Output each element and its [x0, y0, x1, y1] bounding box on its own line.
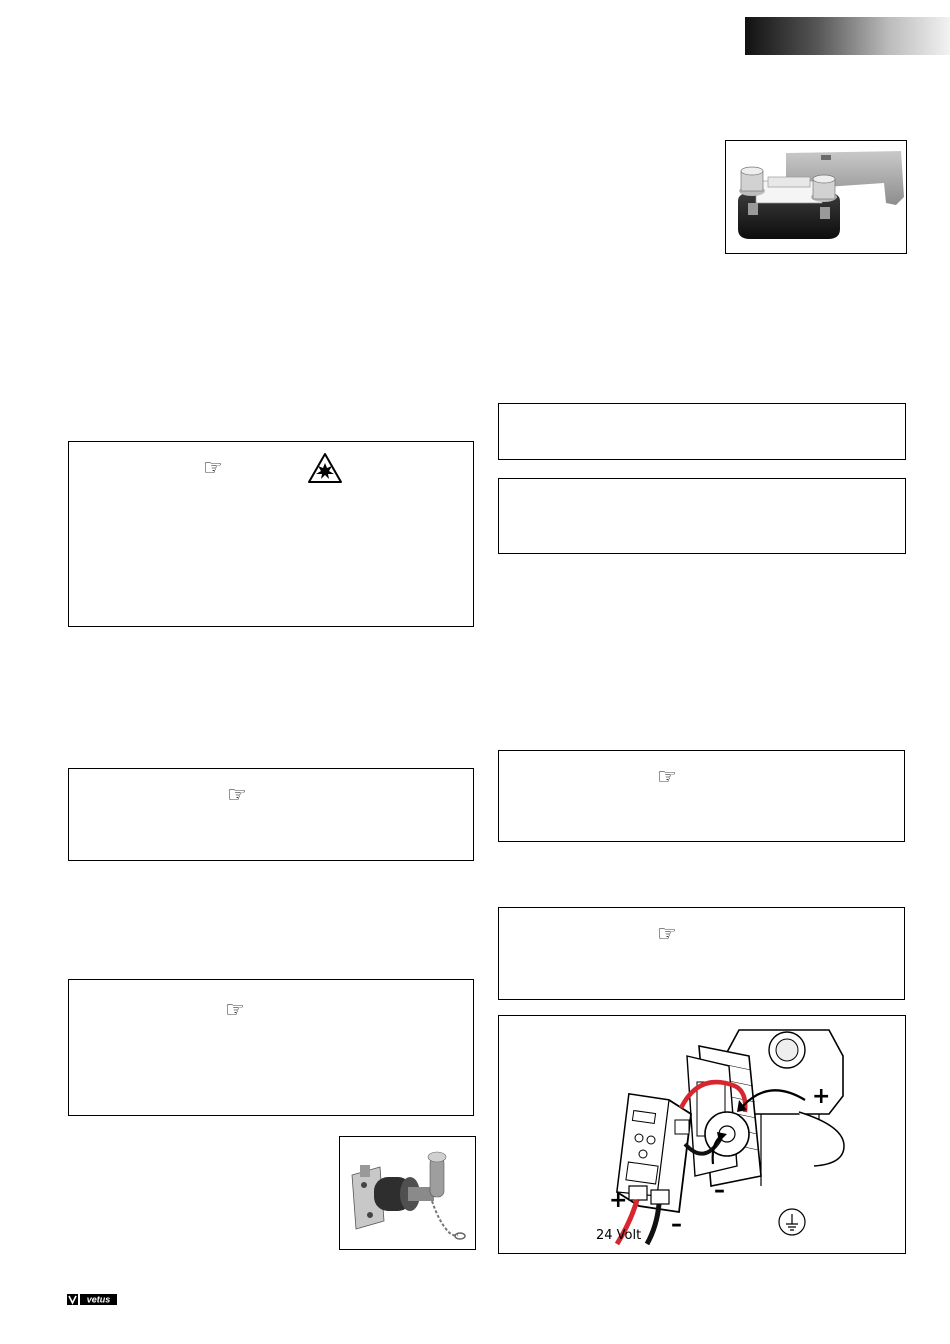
minus-sign-center: –	[714, 1178, 725, 1203]
pointing-hand-icon: ☞	[227, 783, 247, 808]
fuse-holder-photo	[725, 140, 907, 254]
battery-switch-photo	[339, 1136, 476, 1250]
pointing-hand-icon: ☞	[657, 922, 677, 947]
pointing-hand-icon: ☞	[225, 998, 245, 1023]
pointing-hand-icon: ☞	[657, 765, 677, 790]
thruster-motor-drawing	[499, 1016, 905, 1253]
wiring-diagram-figure	[498, 1015, 906, 1254]
note-box-right-1	[498, 750, 905, 842]
voltage-label: 24 Volt	[596, 1228, 642, 1243]
plus-sign-right: +	[812, 1084, 831, 1109]
explosion-warning-icon	[307, 452, 343, 484]
section-tab-gradient	[745, 17, 950, 55]
vetus-logo	[67, 1292, 117, 1303]
note-box-left-1	[68, 768, 474, 861]
pointing-hand-icon: ☞	[203, 456, 223, 481]
warning-box-explosion	[68, 441, 474, 627]
note-box-right-empty-2	[498, 478, 906, 554]
minus-sign-left: –	[671, 1212, 682, 1237]
svg-text:vetus: vetus	[86, 1294, 111, 1305]
note-box-right-2	[498, 907, 905, 1000]
plus-sign-left: +	[609, 1188, 628, 1213]
note-box-right-empty-1	[498, 403, 906, 460]
note-box-left-2	[68, 979, 474, 1116]
